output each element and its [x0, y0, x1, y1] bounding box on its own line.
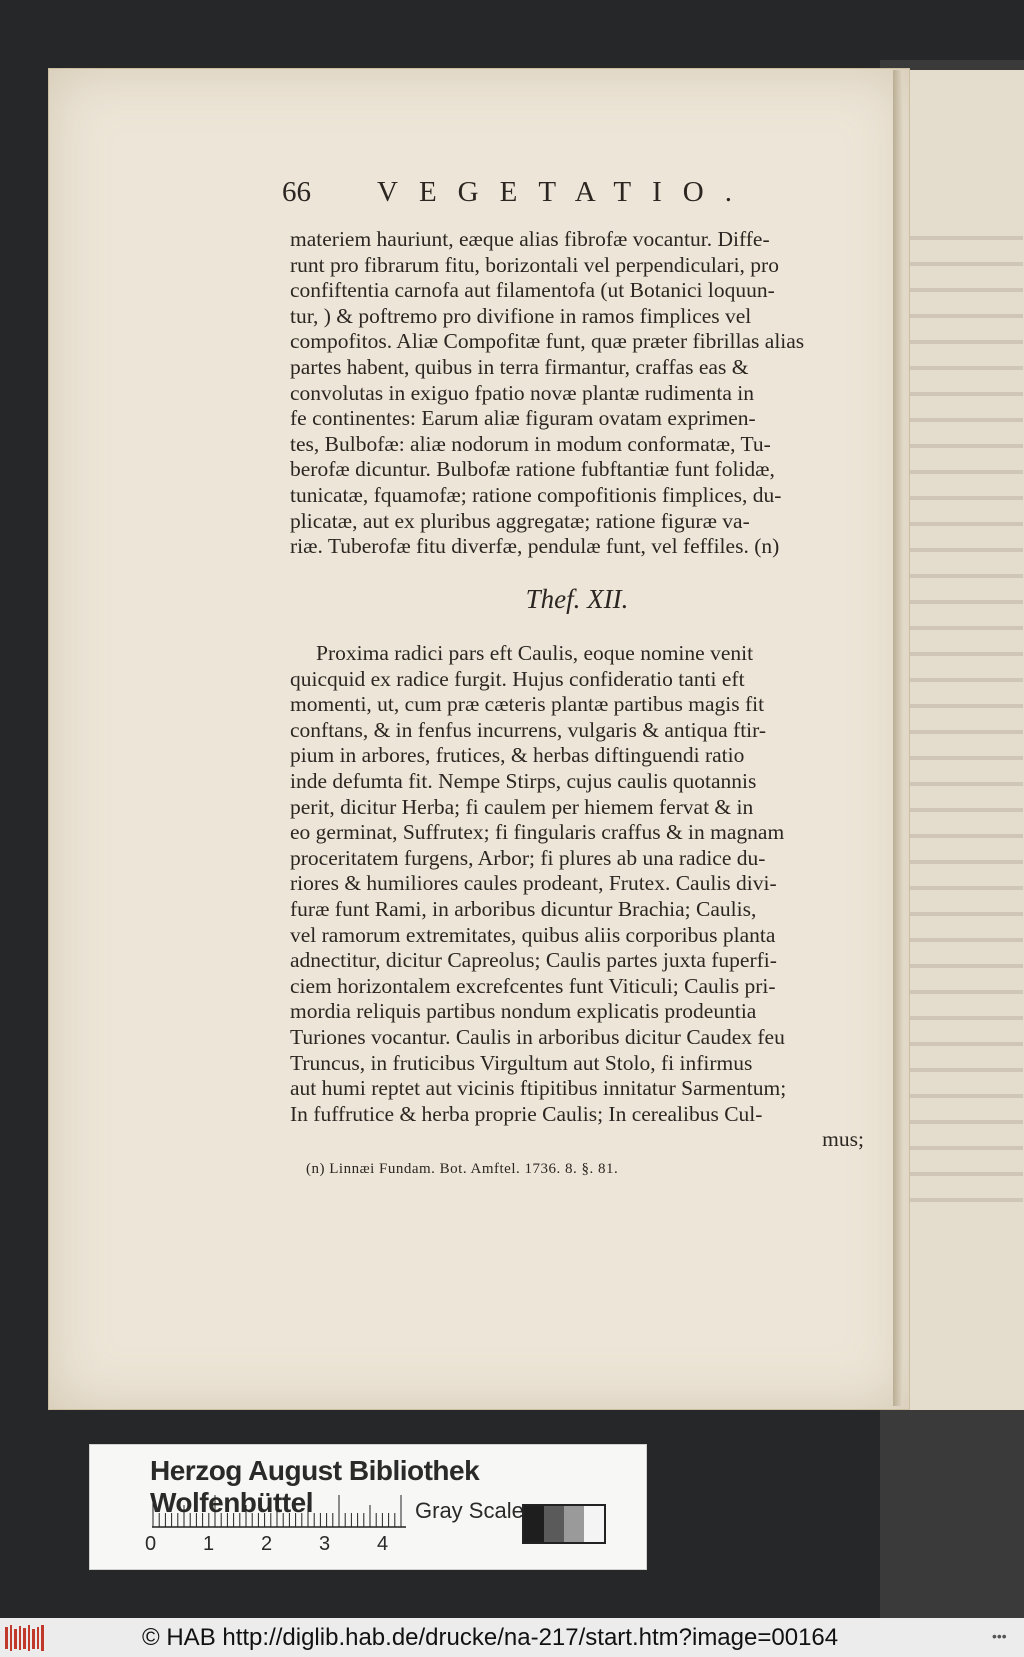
text-line: convolutas in exiguo fpatio novæ plantæ rudimenta in — [290, 380, 754, 405]
text-line: In fuffrutice & herba proprie Caulis; In cerealibus Cul- — [290, 1101, 763, 1126]
gray-swatch — [584, 1506, 604, 1542]
text-line: furæ funt Rami, in arboribus dicuntur Brachia; Caulis, — [290, 896, 757, 921]
color-calibration-card — [89, 1444, 647, 1570]
gray-scale-swatches — [522, 1504, 606, 1544]
running-title: VEGETATIO. — [377, 176, 753, 208]
ruler-number: 0 — [145, 1533, 157, 1555]
footer-bar — [0, 1618, 1024, 1657]
text-line: confiftentia carnofa aut filamentofa (ut Botanici loquun- — [290, 278, 775, 303]
library-name: Herzog August Bibliothek Wolfenbüttel — [150, 1455, 480, 1518]
text-line: tes, Bulbofæ: aliæ nodorum in modum conformatæ, Tu- — [290, 431, 771, 456]
text-line: conftans, & in fenfus incurrens, vulgaris & antiqua ftir- — [290, 717, 767, 742]
copyright-url[interactable]: © HAB http://diglib.hab.de/drucke/na-217/start.htm?image=00164 — [142, 1624, 839, 1651]
paragraph-2 — [290, 641, 864, 1153]
ruler-number: 1 — [203, 1533, 215, 1555]
thesis-heading: Thef. XII. — [525, 584, 629, 614]
text-line: materiem hauriunt, eæque alias fibrofæ vocantur. Diffe- — [290, 227, 770, 251]
ruler-icon — [152, 1494, 406, 1528]
text-line: adnectitur, dicitur Capreolus; Caulis partes juxta fuperfi- — [290, 948, 777, 973]
text-line: ciem horizontalem excrefcentes funt Viticuli; Caulis pri- — [290, 973, 776, 998]
page-fold — [893, 70, 903, 1406]
gray-swatch — [524, 1506, 544, 1542]
text-line: Turiones vocantur. Caulis in arboribus dicitur Caudex feu — [290, 1024, 785, 1049]
hab-logo-icon — [2, 1623, 46, 1653]
ruler-number: 4 — [377, 1533, 389, 1555]
text-line: perit, dicitur Herba; fi caulem per hiemem fervat & in — [290, 794, 754, 819]
text-line: aut humi reptet aut vicinis ftipitibus innitatur Sarmentum; — [290, 1076, 787, 1101]
text-line: momenti, ut, cum præ cæteris plantæ partibus magis fit — [290, 692, 765, 717]
text-line: plicatæ, aut ex pluribus aggregatæ; ratione figuræ va- — [290, 508, 750, 533]
facing-page-edge — [895, 70, 1024, 1410]
gray-scale-label: Gray Scale — [415, 1498, 524, 1523]
text-line: quicquid ex radice furgit. Hujus confideratio tanti eft — [290, 666, 745, 691]
ruler-number: 3 — [319, 1533, 331, 1555]
text-line: mordia reliquis partibus nondum explicatis prodeuntia — [290, 999, 757, 1024]
more-dots[interactable]: ••• — [992, 1628, 1007, 1644]
page-number: 66 — [282, 176, 311, 208]
paragraph-1 — [290, 227, 864, 560]
catchword: mus; — [822, 1127, 864, 1152]
text-line: proceritatem furgens, Arbor; fi plures ab una radice du- — [290, 845, 766, 870]
footnote: (n) Linnæi Fundam. Bot. Amftel. 1736. 8. §. 81. — [306, 1161, 619, 1177]
text-line: tunicatæ, fquamofæ; ratione compofitionis fimplices, du- — [290, 482, 782, 507]
text-line: fe continentes: Earum aliæ figuram ovatam exprimen- — [290, 406, 756, 431]
text-line: pium in arbores, frutices, & herbas diftinguendi ratio — [290, 743, 745, 768]
text-line: riæ. Tuberofæ fitu diverfæ, pendulæ funt, vel feffiles. (n) — [290, 534, 780, 559]
text-line: compofitos. Aliæ Compofitæ funt, quæ præter fibrillas alias — [290, 329, 805, 354]
text-line: Proxima radici pars eft Caulis, eoque nomine venit — [316, 641, 754, 665]
text-line: berofæ dicuntur. Bulbofæ ratione fubftantiæ funt folidæ, — [290, 457, 775, 482]
text-line: tur, ) & poftremo pro divifione in ramos fimplices vel — [290, 303, 752, 328]
bleed-through-text — [903, 220, 1023, 1220]
text-line: eo germinat, Suffrutex; fi fingularis craffus & in magnam — [290, 820, 785, 845]
text-line: Truncus, in fruticibus Virgultum aut Stolo, fi infirmus — [290, 1050, 753, 1075]
ruler-number: 2 — [261, 1533, 273, 1555]
text-line: inde defumta fit. Nempe Stirps, cujus caulis quotannis — [290, 768, 757, 793]
ruler-numbers — [145, 1533, 425, 1559]
text-line: partes habent, quibus in terra firmantur, craffas eas & — [290, 354, 749, 379]
gray-swatch — [544, 1506, 564, 1542]
text-line: riores & humiliores caules prodeant, Frutex. Caulis divi- — [290, 871, 777, 896]
gray-swatch — [564, 1506, 584, 1542]
text-line: vel ramorum extremitates, quibus aliis corporibus planta — [290, 922, 776, 947]
text-line: runt pro fibrarum fitu, borizontali vel perpendiculari, pro — [290, 252, 779, 277]
